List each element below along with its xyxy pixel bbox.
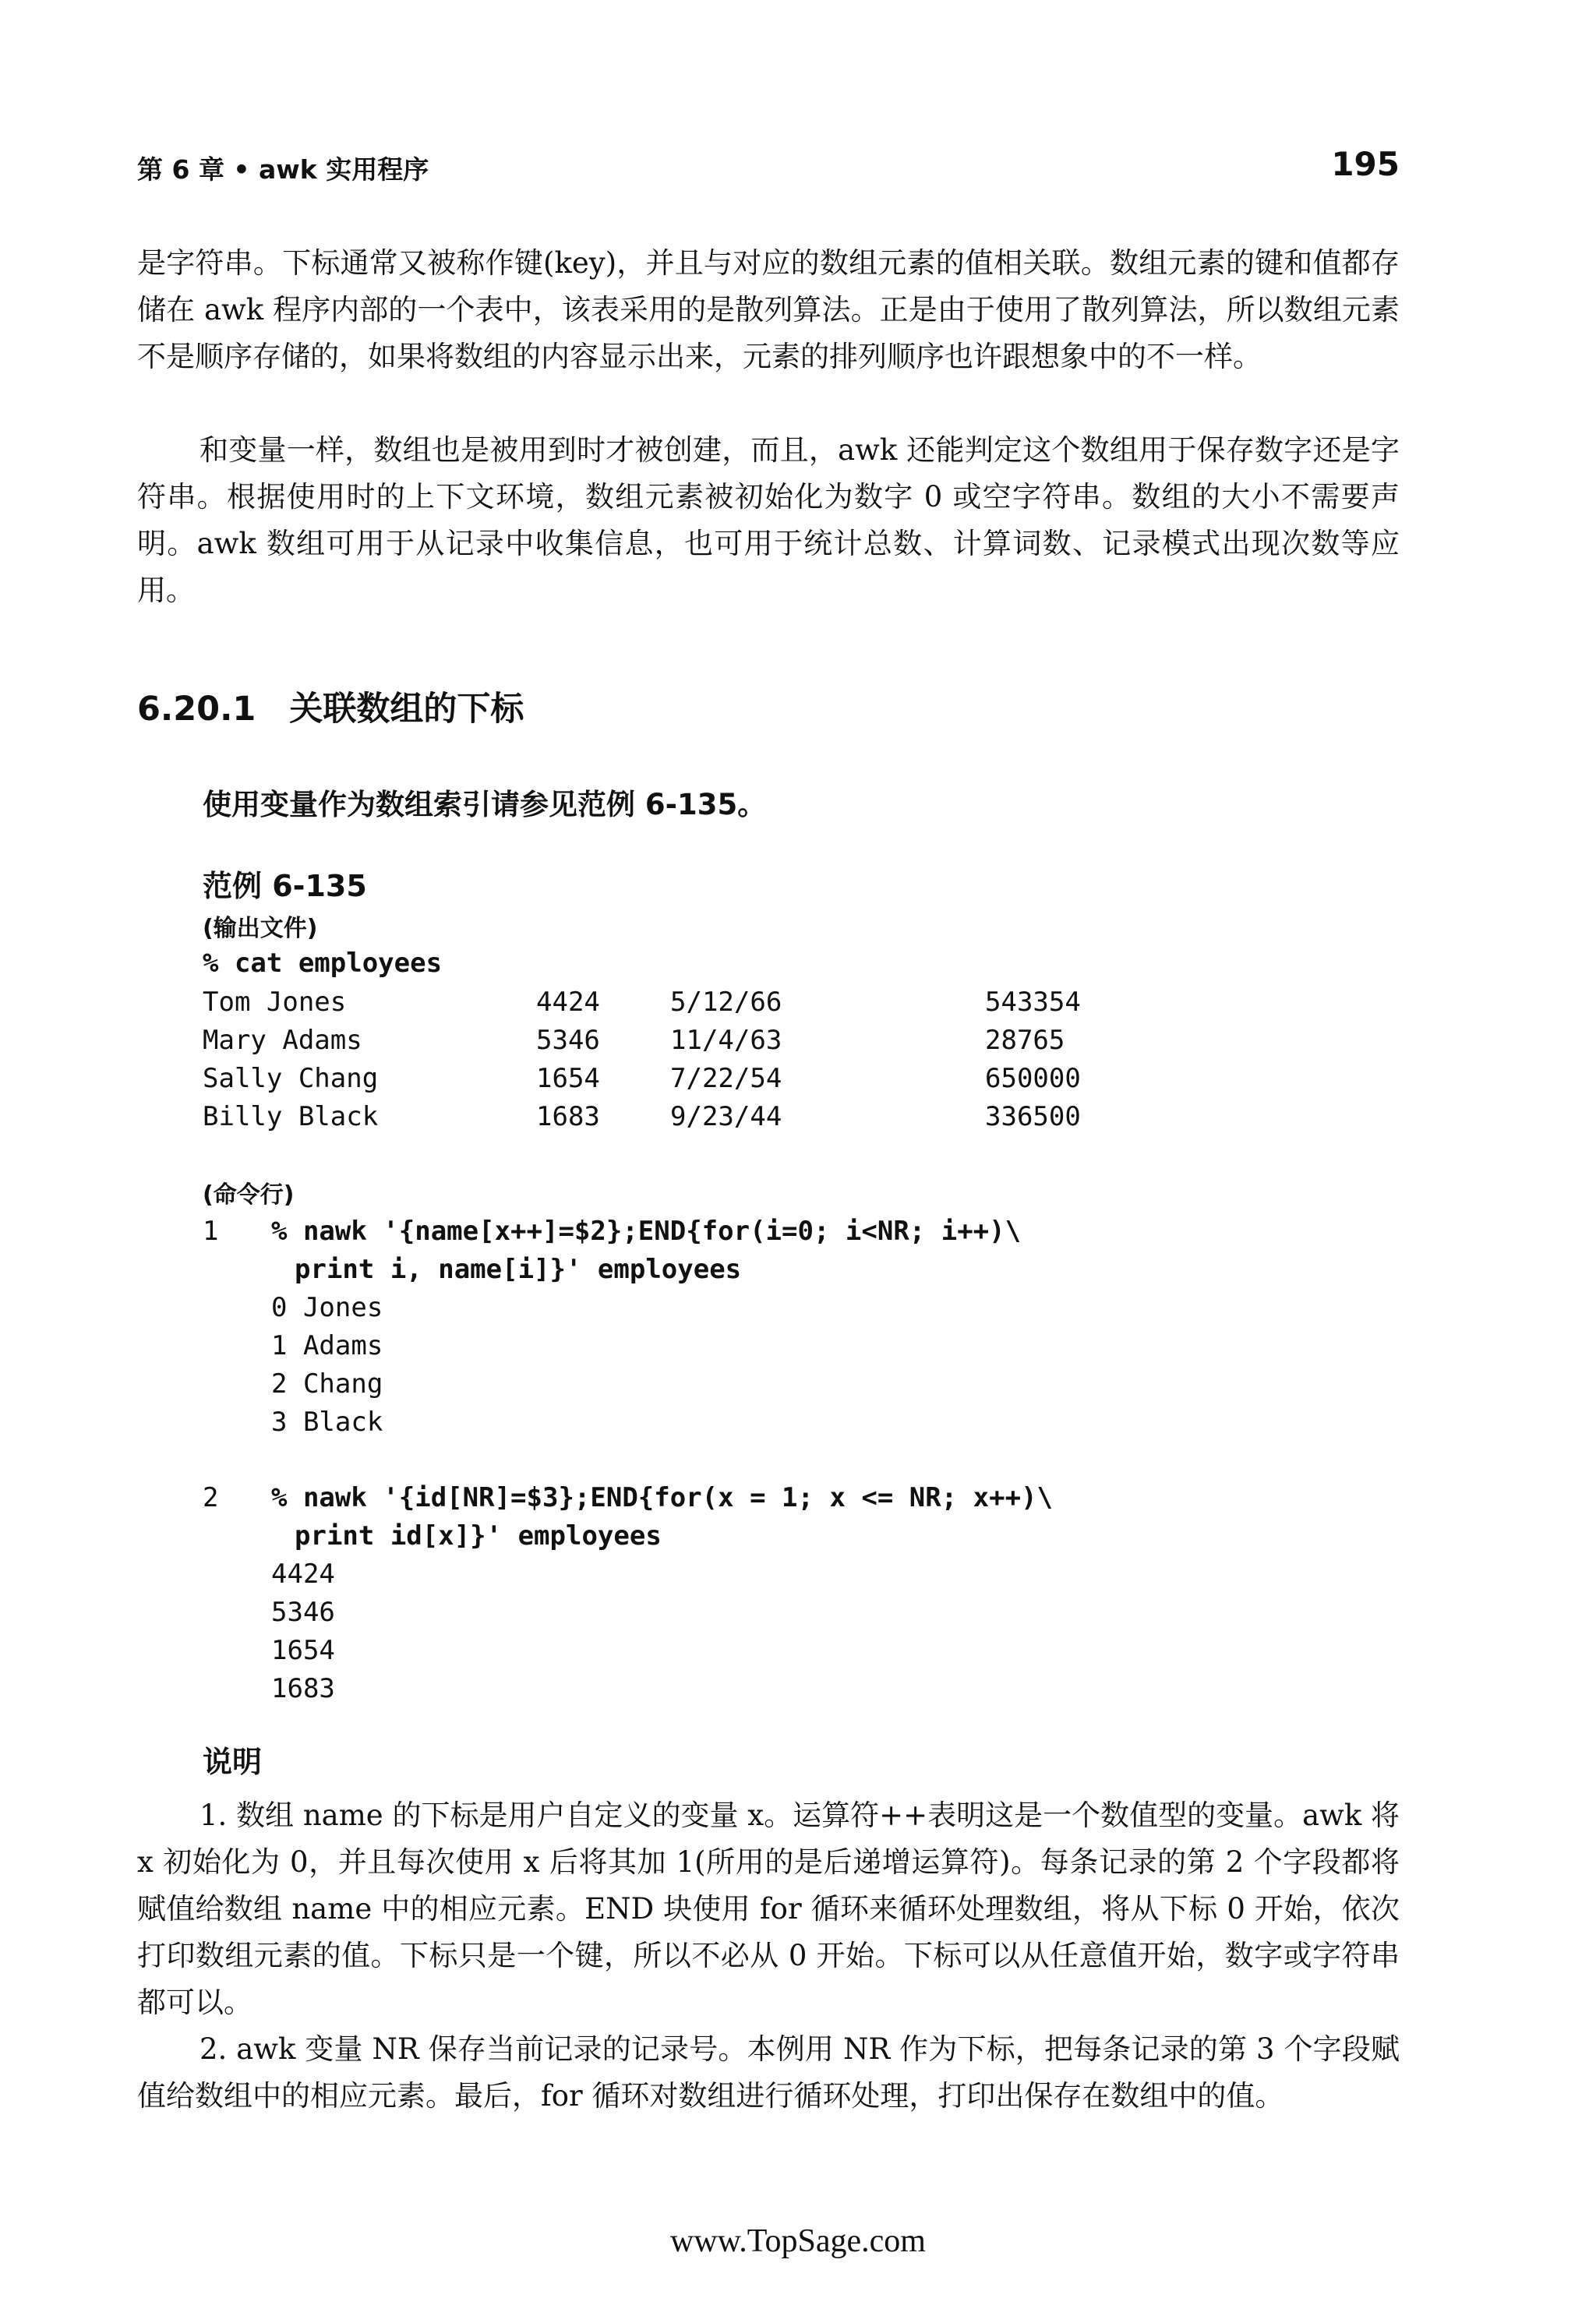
cell-name: Tom Jones xyxy=(203,987,347,1018)
note-paragraph: 2. awk 变量 NR 保存当前记录的记录号。本例用 NR 作为下标，把每条记录的第 3 个字段赋值给数组中的相应元素。最后，for 循环对数组进行循环处理，打印出保存在数组中的值。 xyxy=(137,2032,1400,2113)
output-line: 2 Chang xyxy=(271,1368,383,1400)
output-file-label: (输出文件) xyxy=(203,915,318,942)
cell-date: 7/22/54 xyxy=(670,1063,782,1094)
command-line-label: (命令行) xyxy=(203,1181,295,1209)
section-heading: 6.20.1 关联数组的下标 xyxy=(137,690,524,729)
cell-salary: 650000 xyxy=(985,1063,1081,1094)
page-header xyxy=(137,145,1400,192)
cell-date: 9/23/44 xyxy=(670,1101,782,1132)
chapter-title: 第 6 章 • awk 实用程序 xyxy=(137,154,429,185)
output-line: 1654 xyxy=(271,1635,335,1666)
command-output xyxy=(271,1289,383,1442)
cell-id: 5346 xyxy=(536,1025,600,1056)
cell-salary: 336500 xyxy=(985,1101,1081,1132)
page-number: 195 xyxy=(1331,145,1400,183)
command-line: % nawk '{id[NR]=$3};END{for(x = 1; x <= NR; x++)\ xyxy=(271,1482,1054,1513)
output-line: 3 Black xyxy=(271,1407,383,1438)
section-lead: 使用变量作为数组索引请参见范例 6-135。 xyxy=(203,788,767,821)
note-paragraph: 1. 数组 name 的下标是用户自定义的变量 x。运算符++表明这是一个数值型的变量。awk 将 x 初始化为 0，并且每次使用 x 后将其加 1(所用的是后递增运算符)。每条记录的第 2 个字段都将赋值给数组 name 中的相应元素。END 块使用 for 循环来循环处理数组，将从下标 0 开始，依次打印数组元素的值。下标只是一个键，所以不必从 0 开始。下标可以从任意值开始，数字或字符串都可以。 xyxy=(137,1799,1400,2019)
cell-id: 4424 xyxy=(536,987,600,1018)
cell-name: Mary Adams xyxy=(203,1025,362,1056)
cell-date: 5/12/66 xyxy=(670,987,782,1018)
cell-name: Sally Chang xyxy=(203,1063,379,1094)
output-line: 0 Jones xyxy=(271,1292,383,1323)
output-line: 4424 xyxy=(271,1559,335,1590)
cell-id: 1683 xyxy=(536,1101,600,1132)
cell-id: 1654 xyxy=(536,1063,600,1094)
output-line: 5346 xyxy=(271,1597,335,1628)
cell-salary: 543354 xyxy=(985,987,1081,1018)
command-line: print i, name[i]}' employees xyxy=(295,1254,742,1285)
command-output xyxy=(271,1555,335,1708)
command-line: print id[x]}' employees xyxy=(295,1520,662,1552)
output-line: 1683 xyxy=(271,1673,335,1704)
command-number: 1 xyxy=(203,1216,219,1247)
paragraph: 和变量一样，数组也是被用到时才被创建，而且，awk 还能判定这个数组用于保存数字还是字符串。根据使用时的上下文环境，数组元素被初始化为数字 0 或空字符串。数组的大小不需要声明。awk 数组可用于从记录中收集信息，也可用于统计总数、计算词数、记录模式出现次数等应用。 xyxy=(137,433,1400,607)
example-title: 范例 6-135 xyxy=(203,869,367,903)
output-line: 1 Adams xyxy=(271,1330,383,1361)
cell-salary: 28765 xyxy=(985,1025,1065,1056)
notes-title: 说明 xyxy=(203,1745,263,1779)
paragraph: 是字符串。下标通常又被称作键(key)，并且与对应的数组元素的值相关联。数组元素的键和值都存储在 awk 程序内部的一个表中，该表采用的是散列算法。正是由于使用了散列算法，所以数组元素不是顺序存储的，如果将数组的内容显示出来，元素的排列顺序也许跟想象中的不一样。 xyxy=(137,246,1400,373)
cell-name: Billy Black xyxy=(203,1101,379,1132)
footer-url: www.TopSage.com xyxy=(670,2223,926,2259)
command-line: % nawk '{name[x++]=$2};END{for(i=0; i<NR; i++)\ xyxy=(271,1216,1022,1247)
command-number: 2 xyxy=(203,1482,219,1513)
cat-command: % cat employees xyxy=(203,948,443,979)
cell-date: 11/4/63 xyxy=(670,1025,782,1056)
